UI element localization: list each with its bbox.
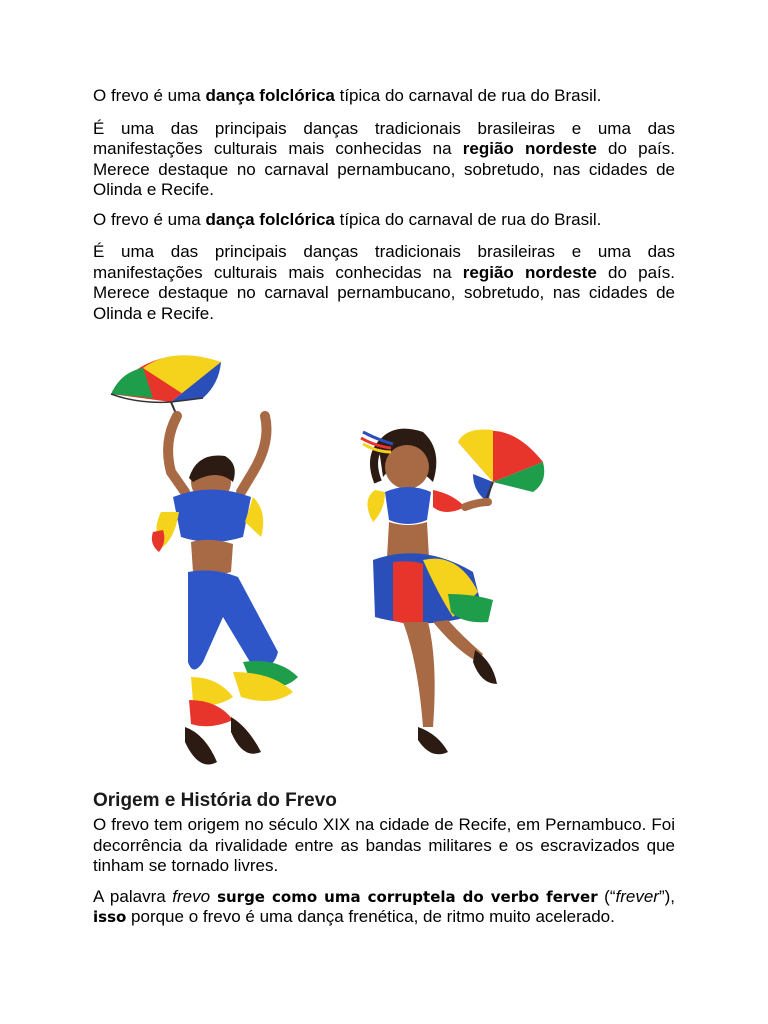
word-origin-paragraph: A palavra frevo surge como uma corruptela do verbo ferver (“frever”), isso porque o frevo é uma dança frenética, de ritmo muito acelerado. [93, 886, 675, 926]
section-heading: Origem e História do Frevo [93, 790, 337, 811]
origin-section [93, 790, 675, 928]
frevo-dancers-illustration [93, 332, 558, 780]
right-umbrella-icon [458, 430, 544, 503]
intro-paragraph-2: É uma das principais danças tradicionais brasileiras e uma das manifestações culturais mais conhecidas na região nordeste do país. Merece destaque no carnaval pernambucano, sobretudo, nas cidades de Olinda e Recife. [93, 118, 675, 199]
intro-paragraph-2-repeat: É uma das principais danças tradicionais brasileiras e uma das manifestações culturais mais conhecidas na região nordeste do país. Merece destaque no carnaval pernambucano, sobretudo, nas cidades de Olinda e Recife. [93, 242, 675, 323]
intro-paragraph-1: O frevo é uma dança folclórica típica do carnaval de rua do Brasil. [93, 86, 602, 105]
intro-paragraph-1-repeat: O frevo é uma dança folclórica típica do carnaval de rua do Brasil. [93, 209, 602, 229]
left-umbrella-icon [111, 355, 221, 416]
left-dancer [152, 416, 298, 765]
origin-paragraph: O frevo tem origem no século XIX na cidade de Recife, em Pernambuco. Foi decorrência da rivalidade entre as bandas militares e os escravizados que tinham se tornado livres. [93, 815, 675, 875]
intro-text [93, 86, 675, 324]
